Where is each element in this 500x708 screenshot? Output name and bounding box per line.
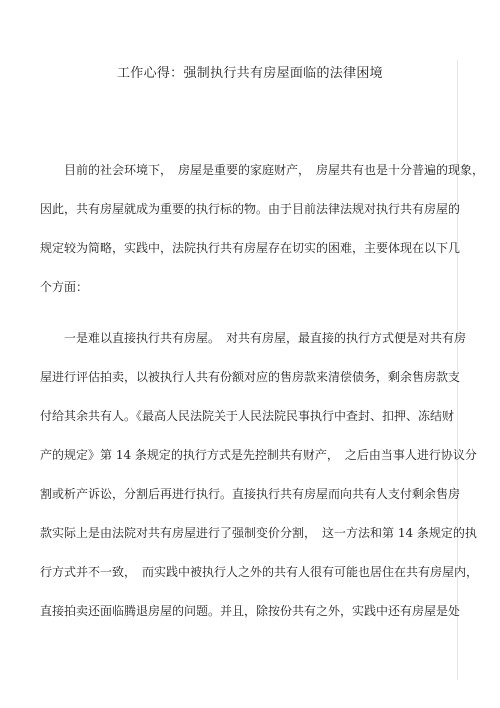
body-line-3: 规定较为简略，实践中，法院执行共有房屋存在切实的困难，主要体现在以下几 bbox=[40, 241, 461, 255]
body-line-1: 目前的社会环境下， 房屋是重要的家庭财产， 房屋共有也是十分普遍的现象， bbox=[40, 163, 485, 177]
body-line-2: 因此，共有房屋就成为重要的执行标的物。由于目前法律法规对执行共有房屋的 bbox=[40, 202, 461, 216]
document-title: 工作心得：强制执行共有房屋面临的法律困境 bbox=[116, 66, 383, 81]
body-line-7: 付给其余共有人。《最高人民法院关于人民法院民事执行中查封、扣押、冻结财 bbox=[40, 409, 455, 423]
body-line-9: 割或析产诉讼，分割后再进行执行。直接执行共有房屋而向共有人支付剩余售房 bbox=[40, 487, 461, 501]
body-line-4: 个方面： bbox=[40, 280, 89, 294]
body-line-11: 行方式并不一致， 而实践中被执行人之外的共有人很有可能也居住在共有房屋内， bbox=[40, 565, 479, 579]
body-line-8: 产的规定》第 14 条规定的执行方式是先控制共有财产， 之后由当事人进行协议分 bbox=[40, 448, 477, 462]
body-line-5: 一是难以直接执行共有房屋。 对共有房屋，最直接的执行方式便是对共有房 bbox=[40, 331, 467, 345]
body-line-6: 屋进行评估拍卖，以被执行人共有份额对应的售房款来清偿债务，剩余售房款支 bbox=[40, 370, 461, 384]
body-line-10: 款实际上是由法院对共有房屋进行了强制变价分割， 这一方法和第 14 条规定的执 bbox=[40, 526, 477, 540]
body-line-12: 直接拍卖还面临腾退房屋的问题。并且，除按份共有之外，实践中还有房屋是处 bbox=[40, 604, 461, 618]
